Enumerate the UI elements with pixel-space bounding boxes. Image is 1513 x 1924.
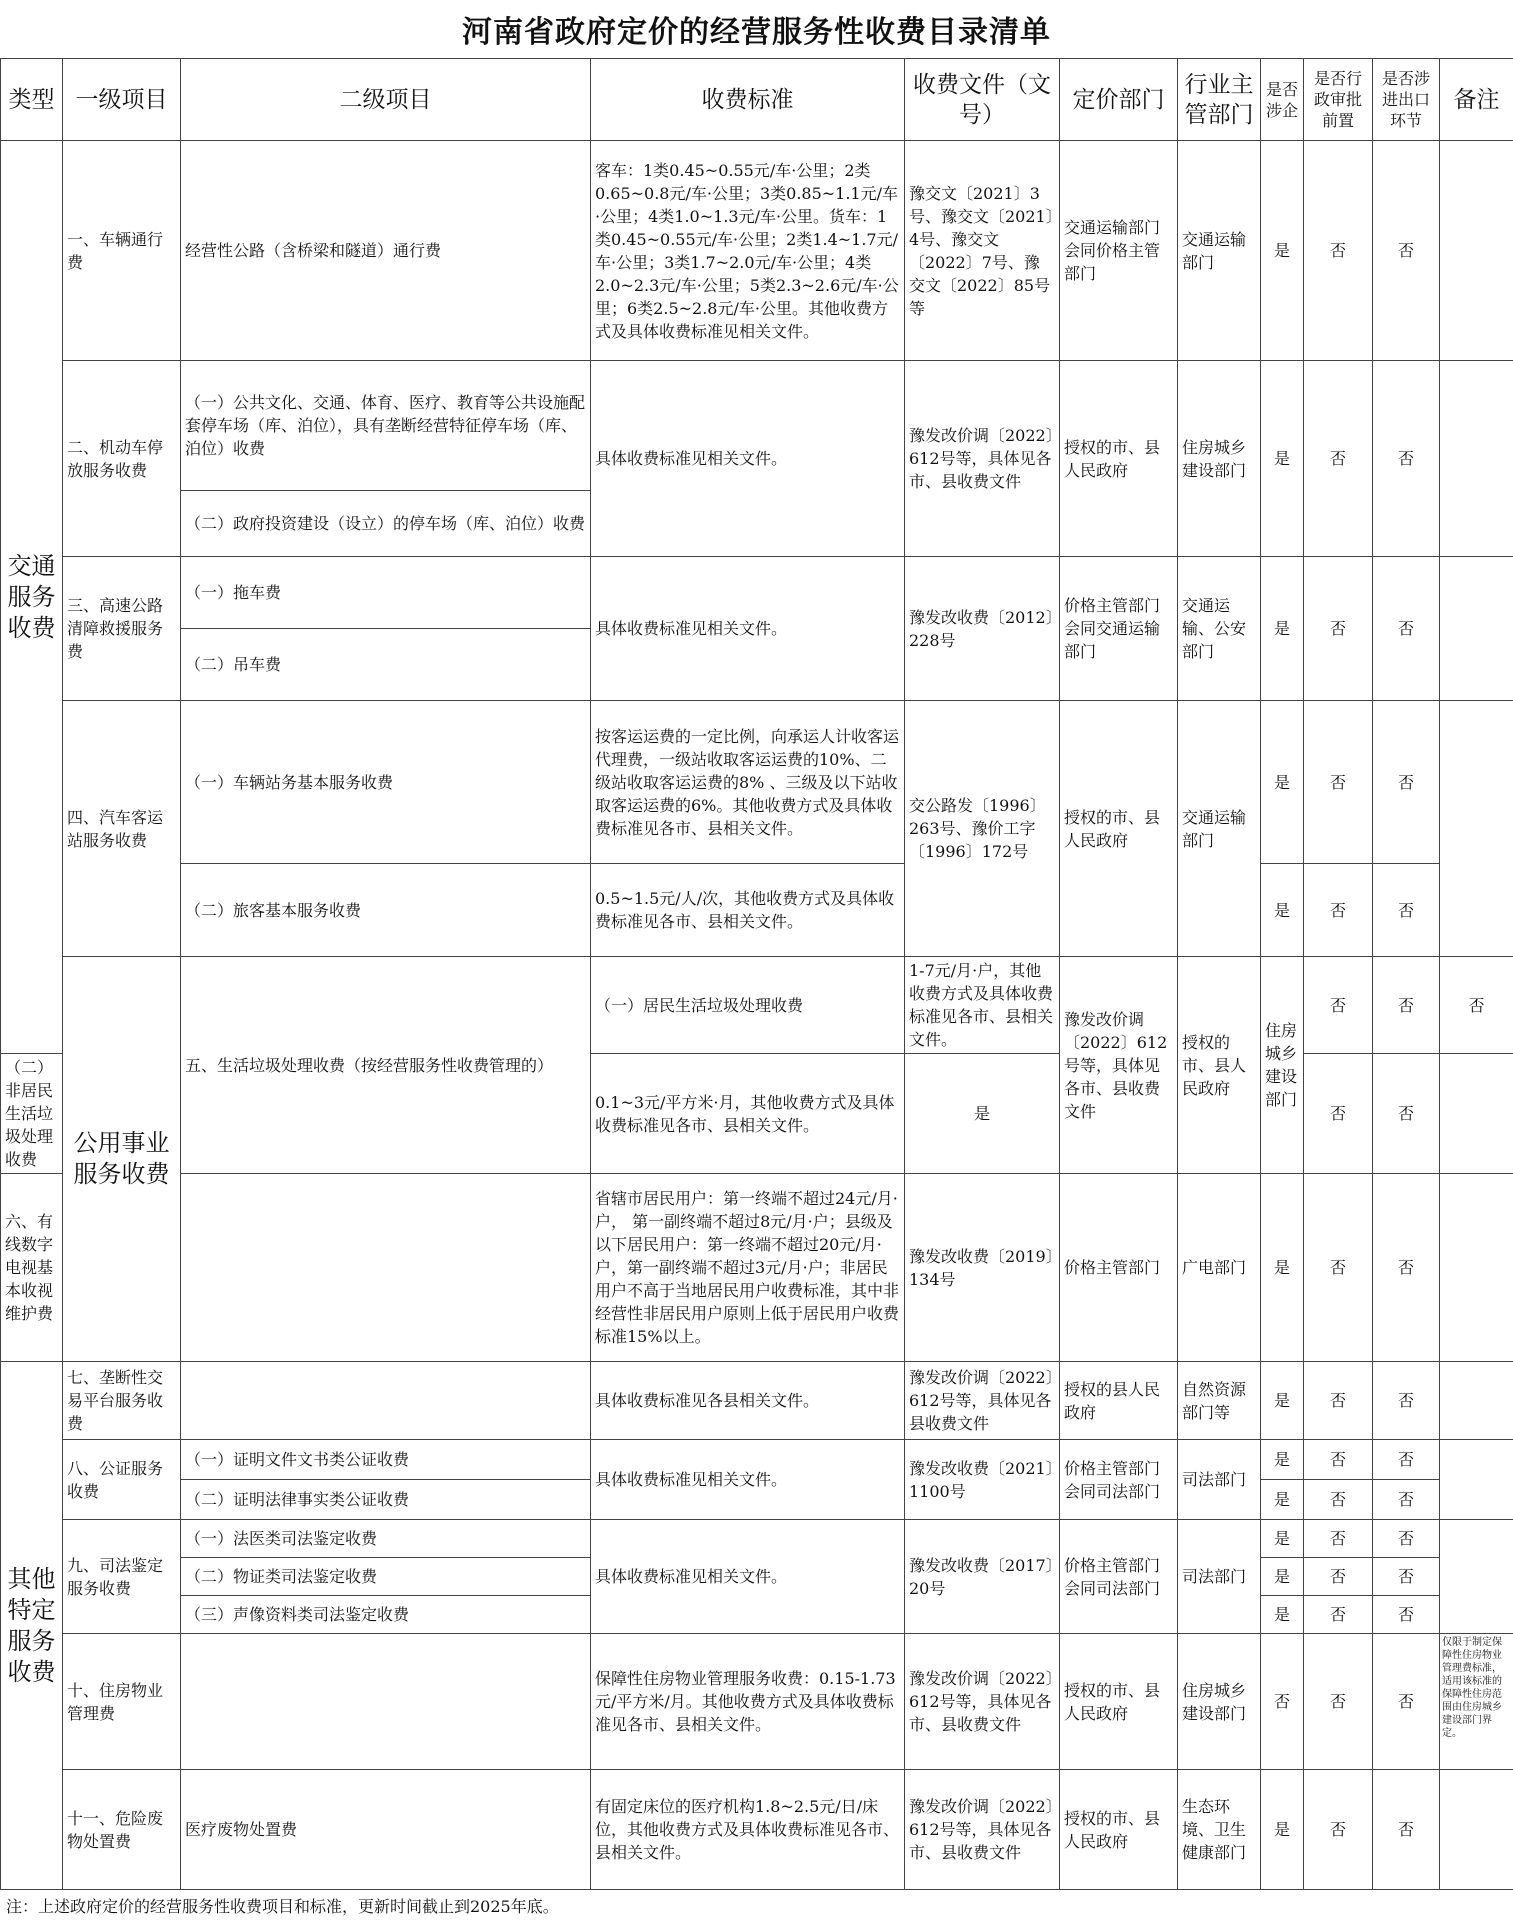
level2-cell (181, 1174, 591, 1362)
level1-cell: 九、司法鉴定服务收费 (63, 1520, 181, 1634)
enterprise-cell: 是 (905, 1054, 1060, 1174)
remark-cell (1440, 1362, 1513, 1440)
admin-cell: 否 (1304, 701, 1373, 864)
document-cell: 豫发改收费〔2021〕1100号 (905, 1440, 1060, 1520)
enterprise-cell: 是 (1261, 1362, 1304, 1440)
industry-dept-cell: 交通运输部门 (1178, 701, 1261, 957)
table-row (1, 701, 1513, 864)
admin-cell: 否 (1304, 557, 1373, 701)
document-cell: 豫发改价调〔2022〕612号等，具体见各市、县收费文件 (905, 1634, 1060, 1770)
header-pricing-dept: 定价部门 (1060, 59, 1178, 141)
level2-cell: （三）声像资料类司法鉴定收费 (181, 1596, 591, 1634)
header-level2: 二级项目 (181, 59, 591, 141)
enterprise-cell: 是 (1261, 701, 1304, 864)
standard-cell: 有固定床位的医疗机构1.8~2.5元/日/床位，其他收费方式及具体收费标准见各市、县相关文件。 (591, 1770, 905, 1890)
standard-cell: 客车：1类0.45~0.55元/车·公里；2类0.65~0.8元/车·公里；3类0.85~1.1元/车·公里；4类1.0~1.3元/车·公里。货车：1类0.45~0.55元/车·公里；2类1.4~1.7元/车·公里；3类1.7~2.0元/车·公里；4类2.0~2.3元/车·公里；5类2.3~2.6元/车·公里；6类2.5~2.8元/车·公里。其他收费方式及具体收费标准见相关文件。 (591, 141, 905, 361)
admin-cell: 否 (1304, 1634, 1373, 1770)
table-row (1, 361, 1513, 491)
industry-dept-cell: 自然资源部门等 (1178, 1362, 1261, 1440)
level2-cell (181, 1634, 591, 1770)
level1-cell: 十、住房物业管理费 (63, 1634, 181, 1770)
header-admin: 是否行政审批前置 (1304, 59, 1373, 141)
pricing-dept-cell: 授权的市、县人民政府 (1178, 957, 1261, 1174)
pricing-dept-cell: 价格主管部门会同司法部门 (1060, 1440, 1178, 1520)
table-header-row (1, 59, 1513, 141)
level1-cell: 二、机动车停放服务收费 (63, 361, 181, 557)
pricing-dept-cell: 授权的市、县人民政府 (1060, 361, 1178, 557)
remark-cell (1440, 557, 1513, 701)
level1-cell: 八、公证服务收费 (63, 1440, 181, 1520)
table-row (1, 1174, 1513, 1362)
admin-cell: 否 (1304, 1362, 1373, 1440)
level2-cell: （一）车辆站务基本服务收费 (181, 701, 591, 864)
table-row (1, 1520, 1513, 1558)
standard-cell: 具体收费标准见相关文件。 (591, 1440, 905, 1520)
standard-cell: 具体收费标准见相关文件。 (591, 557, 905, 701)
standard-cell: 省辖市居民用户：第一终端不超过24元/月·户， 第一副终端不超过8元/月·户；县级及以下居民用户：第一终端不超过20元/月·户，第一副终端不超过3元/月·户；非居民用户不高于当地居民用户收费标准，其中非经营性非居民用户原则上低于居民用户收费标准15%以上。 (591, 1174, 905, 1362)
industry-dept-cell: 交通运输部门 (1178, 141, 1261, 361)
footer-note: 注：上述政府定价的经营服务性收费项目和标准，更新时间截止到2025年底。 (0, 1890, 1513, 1924)
import-export-cell: 否 (1373, 1520, 1440, 1558)
standard-cell: 按客运运费的一定比例，向承运人计收客运代理费，一级站收取客运运费的10%、二级站收取客运运费的8% 、三级及以下站收取客运运费的6%。其他收费方式及具体收费标准见各市、县相关文件。 (591, 701, 905, 864)
document-cell: 豫发改价调〔2022〕612号等，具体见各市、县收费文件 (905, 1770, 1060, 1890)
level2-cell: （二）非居民生活垃圾处理收费 (1, 1054, 63, 1174)
admin-cell: 否 (1304, 1054, 1373, 1174)
admin-cell: 否 (1304, 1174, 1373, 1362)
level2-cell: 经营性公路（含桥梁和隧道）通行费 (181, 141, 591, 361)
table-row (1, 957, 1513, 1054)
document-cell: 豫发改收费〔2019〕134号 (905, 1174, 1060, 1362)
remark-cell (1440, 1770, 1513, 1890)
level2-cell: （一）法医类司法鉴定收费 (181, 1520, 591, 1558)
standard-cell: 具体收费标准见相关文件。 (591, 361, 905, 557)
import-export-cell: 否 (1373, 1634, 1440, 1770)
document-cell: 交公路发〔1996〕263号、豫价工字〔1996〕172号 (905, 701, 1060, 957)
level2-cell: 医疗废物处置费 (181, 1770, 591, 1890)
admin-cell: 否 (1304, 361, 1373, 557)
enterprise-cell: 是 (1261, 1558, 1304, 1596)
remark-cell (1440, 701, 1513, 957)
table-row (1, 1440, 1513, 1480)
fee-catalog-table (0, 58, 1513, 1890)
document-cell: 豫发改收费〔2017〕20号 (905, 1520, 1060, 1634)
admin-cell: 否 (1373, 957, 1440, 1054)
level2-cell: （一）拖车费 (181, 557, 591, 629)
table-row (1, 141, 1513, 361)
remark-cell: 仅限于制定保障性住房物业管理费标准，适用该标准的保障性住房范围由住房城乡建设部门界定。 (1440, 1634, 1513, 1770)
pricing-dept-cell: 交通运输部门会同价格主管部门 (1060, 141, 1178, 361)
level1-cell: 六、有线数字电视基本收视维护费 (1, 1174, 63, 1362)
industry-dept-cell: 司法部门 (1178, 1440, 1261, 1520)
category-other: 其他特定服务收费 (1, 1362, 63, 1890)
pricing-dept-cell: 价格主管部门会同司法部门 (1060, 1520, 1178, 1634)
header-enterprise: 是否涉企 (1261, 59, 1304, 141)
header-type: 类型 (1, 59, 63, 141)
remark-cell (1440, 141, 1513, 361)
admin-cell: 否 (1304, 1480, 1373, 1520)
admin-cell: 否 (1304, 1596, 1373, 1634)
enterprise-cell: 是 (1261, 141, 1304, 361)
admin-cell: 否 (1304, 1440, 1373, 1480)
standard-cell: 具体收费标准见各县相关文件。 (591, 1362, 905, 1440)
import-export-cell: 否 (1373, 1596, 1440, 1634)
standard-cell: 0.1~3元/平方米·月，其他收费方式及具体收费标准见各市、县相关文件。 (591, 1054, 905, 1174)
enterprise-cell: 是 (1261, 1174, 1304, 1362)
category-public: 公用事业服务收费 (63, 957, 181, 1362)
document-cell: 豫发改价调〔2022〕612号等，具体见各市、县收费文件 (905, 361, 1060, 557)
enterprise-cell: 是 (1261, 1520, 1304, 1558)
remark-cell (1440, 1520, 1513, 1634)
header-level1: 一级项目 (63, 59, 181, 141)
enterprise-cell: 否 (1304, 957, 1373, 1054)
remark-cell (1440, 1440, 1513, 1520)
enterprise-cell: 是 (1261, 557, 1304, 701)
import-export-cell: 否 (1373, 557, 1440, 701)
enterprise-cell: 是 (1261, 361, 1304, 557)
header-standard: 收费标准 (591, 59, 905, 141)
import-export-cell: 否 (1440, 957, 1513, 1054)
admin-cell: 否 (1304, 1558, 1373, 1596)
industry-dept-cell: 交通运输、公安部门 (1178, 557, 1261, 701)
document-cell: 豫发改价调〔2022〕612号等，具体见各县收费文件 (905, 1362, 1060, 1440)
import-export-cell: 否 (1373, 1558, 1440, 1596)
level1-cell: 一、车辆通行费 (63, 141, 181, 361)
import-export-cell: 否 (1373, 864, 1440, 957)
admin-cell: 否 (1304, 1770, 1373, 1890)
standard-cell: 0.5~1.5元/人/次，其他收费方式及具体收费标准见各市、县相关文件。 (591, 864, 905, 957)
enterprise-cell: 是 (1261, 1480, 1304, 1520)
industry-dept-cell: 生态环境、卫生健康部门 (1178, 1770, 1261, 1890)
remark-cell (1440, 1174, 1513, 1362)
level2-cell (181, 1362, 591, 1440)
header-import-export: 是否涉进出口环节 (1373, 59, 1440, 141)
import-export-cell: 否 (1373, 1480, 1440, 1520)
level2-cell: （二）吊车费 (181, 629, 591, 701)
industry-dept-cell: 广电部门 (1178, 1174, 1261, 1362)
document-cell: 豫发改价调〔2022〕612号等，具体见各市、县收费文件 (1060, 957, 1178, 1174)
pricing-dept-cell: 授权的市、县人民政府 (1060, 1770, 1178, 1890)
header-remark: 备注 (1440, 59, 1513, 141)
level1-cell: 七、垄断性交易平台服务收费 (63, 1362, 181, 1440)
enterprise-cell: 是 (1261, 1596, 1304, 1634)
import-export-cell: 否 (1373, 1054, 1440, 1174)
admin-cell: 否 (1304, 1520, 1373, 1558)
level2-cell: （二）旅客基本服务收费 (181, 864, 591, 957)
pricing-dept-cell: 授权的市、县人民政府 (1060, 1634, 1178, 1770)
industry-dept-cell: 住房城乡建设部门 (1178, 361, 1261, 557)
pricing-dept-cell: 价格主管部门会同交通运输部门 (1060, 557, 1178, 701)
level2-cell: （一）公共文化、交通、体育、医疗、教育等公共设施配套停车场（库、泊位），具有垄断经营特征停车场（库、泊位）收费 (181, 361, 591, 491)
table-row (1, 1362, 1513, 1440)
import-export-cell: 否 (1373, 361, 1440, 557)
admin-cell: 否 (1304, 864, 1373, 957)
level1-cell: 十一、危险废物处置费 (63, 1770, 181, 1890)
enterprise-cell: 是 (1261, 864, 1304, 957)
industry-dept-cell: 住房城乡建设部门 (1261, 957, 1304, 1174)
enterprise-cell: 否 (1261, 1634, 1304, 1770)
admin-cell: 否 (1304, 141, 1373, 361)
standard-cell: 具体收费标准见相关文件。 (591, 1520, 905, 1634)
import-export-cell: 否 (1373, 141, 1440, 361)
industry-dept-cell: 司法部门 (1178, 1520, 1261, 1634)
table-row (1, 1634, 1513, 1770)
import-export-cell: 否 (1373, 1362, 1440, 1440)
import-export-cell: 否 (1373, 1174, 1440, 1362)
category-traffic: 交通服务收费 (1, 141, 63, 1054)
level2-cell: （二）物证类司法鉴定收费 (181, 1558, 591, 1596)
standard-cell: 1-7元/月·户，其他收费方式及具体收费标准见各市、县相关文件。 (905, 957, 1060, 1054)
table-row (1, 864, 1513, 957)
document-title: 河南省政府定价的经营服务性收费目录清单 (0, 0, 1513, 58)
import-export-cell: 否 (1373, 701, 1440, 864)
header-document: 收费文件（文号） (905, 59, 1060, 141)
header-industry-dept: 行业主管部门 (1178, 59, 1261, 141)
table-row (1, 557, 1513, 629)
remark-cell (1440, 361, 1513, 557)
import-export-cell: 否 (1373, 1440, 1440, 1480)
level2-cell: （二）政府投资建设（设立）的停车场（库、泊位）收费 (181, 491, 591, 557)
level1-cell: 三、高速公路清障救援服务费 (63, 557, 181, 701)
industry-dept-cell: 住房城乡建设部门 (1178, 1634, 1261, 1770)
pricing-dept-cell: 授权的县人民政府 (1060, 1362, 1178, 1440)
document-cell: 豫发改收费〔2012〕228号 (905, 557, 1060, 701)
document-cell: 豫交文〔2021〕3号、豫交文〔2021〕4号、豫交文〔2022〕7号、豫交文〔2022〕85号等 (905, 141, 1060, 361)
level2-cell: （一）证明文件文书类公证收费 (181, 1440, 591, 1480)
enterprise-cell: 是 (1261, 1770, 1304, 1890)
enterprise-cell: 是 (1261, 1440, 1304, 1480)
level1-cell: 五、生活垃圾处理收费（按经营服务性收费管理的） (181, 957, 591, 1174)
import-export-cell: 否 (1373, 1770, 1440, 1890)
level2-cell: （一）居民生活垃圾处理收费 (591, 957, 905, 1054)
level1-cell: 四、汽车客运站服务收费 (63, 701, 181, 957)
level2-cell: （二）证明法律事实类公证收费 (181, 1480, 591, 1520)
table-row (1, 1770, 1513, 1890)
pricing-dept-cell: 价格主管部门 (1060, 1174, 1178, 1362)
standard-cell: 保障性住房物业管理服务收费：0.15-1.73元/平方米/月。其他收费方式及具体收费标准见各市、县相关文件。 (591, 1634, 905, 1770)
pricing-dept-cell: 授权的市、县人民政府 (1060, 701, 1178, 957)
